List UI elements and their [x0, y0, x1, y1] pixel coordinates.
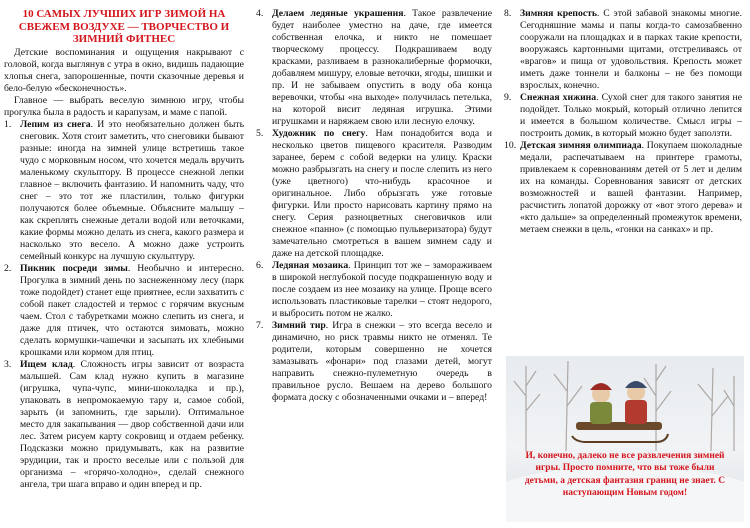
greeting-caption: И, конечно, далеко не все развлечения зимней игры. Просто помните, что вы тоже были детьми, а детская фантазия границ не знает. С наступающим Новым годом!	[524, 451, 726, 498]
item-number: 3.	[4, 358, 12, 370]
item-text: . Необычно и интересно. Прогулка в зимний день по заснеженному лесу (парк тоже подойдет) станет еще приятнее, если захватить с собой пакет сладостей и термос с горячим вкусным чаем. Стол с табуретками можно слепить из снега, и даже для птичек, что остаются зимовать, можно сделать кормушки-чашечки и засыпать их хлебными крошками или кормом для птиц.	[20, 262, 244, 358]
column-1	[4, 8, 244, 524]
list-item	[256, 128, 492, 260]
item-text: . Игра в снежки – это всегда весело и динамично, но риск травмы никто не отменял. Те родители, которым совершенно не хочется замазывать «фонари» под глазами детей, могут направить снежно-пулеметную очередь в правильное русло. Вешаем на дерево большого формата доску с обозначенными очками и – вперед!	[272, 320, 492, 403]
item-number: 8.	[504, 8, 512, 19]
item-title: Снежная хижина	[520, 92, 597, 103]
list-item	[4, 119, 244, 263]
item-title: Зимний тир	[272, 320, 326, 331]
column-3	[504, 8, 742, 352]
item-number: 2.	[4, 262, 12, 274]
item-text: . Покупаем шоколадные медали, распечатываем на принтере грамоты, привлекаем к соревнованиям детей от 5 лет и делим их на команды. Соревнования зависят от детских возможностей и вашей фантазии. Например, расчистить лопатой дорожку от «вот этого дерева» и «кто дальше» за определенный промежуток времени, метаем снежки в цель, «гонки на санках» и пр.	[520, 140, 742, 235]
winter-illustration	[506, 356, 744, 522]
item-number: 4.	[256, 8, 264, 19]
list-item	[256, 8, 492, 128]
item-text: . И это необязательно должен быть снеговик. Хотя стоит заметить, что снеговики бывают разные: иногда на зимней улице встретишь такое чудо с морковным носом, что хочется медаль вручить маленькому скульптору. В процессе снежной лепки главное – включить фантазию. И напомнить чаду, что снег – это тот же пластилин, только фигурки получаются более объемные. Объясните малышу – как скреплять снежные детали водой или веточками, какие формы можно делать из снега, какого размера и насколько это весело. А можно даже устроить семейный конкурс на лучшую скульптуру.	[20, 118, 244, 262]
item-title: Делаем ледяные украшения	[272, 8, 404, 19]
item-number: 9.	[504, 92, 512, 103]
list-item	[504, 92, 742, 140]
item-title: Лепим из снега	[20, 118, 91, 130]
item-number: 5.	[256, 128, 264, 139]
item-number: 6.	[256, 260, 264, 271]
list-item	[4, 263, 244, 359]
item-title: Зимняя крепость	[520, 8, 598, 19]
item-title: Художник по снегу	[272, 128, 366, 139]
list-item	[504, 8, 742, 92]
item-title: Ищем клад	[20, 358, 73, 370]
item-title: Детская зимняя олимпиада	[520, 140, 642, 151]
item-text: . Принцип тот же – замораживаем в широкой неглубокой посуде подкрашенную воду и после создаем из нее мозаику на улице. Проще всего использовать пластиковые тарелки – стоят недорого, и выбросить потом не жалко.	[272, 260, 492, 319]
list-item	[256, 260, 492, 320]
item-text: . Нам понадобится вода и несколько цветов пищевого красителя. Разводим заранее, берем с собой ведерки на улицу. Краски можно разбрызгать на снегу и после слепить из него (уже цветного) что-нибудь красочное и оригинальное. Либо обрызгать уже готовые фигурки. Или просто нарисовать картину прямо на снегу. Серия разноцветных снеговичков или снежное «панно» (с помощью пульверизатора) будут замечательно смотреться в вашем зимнем саду и даже на детской площадке.	[272, 128, 492, 259]
intro-paragraph: Детские воспоминания и ощущения накрывают с головой, когда выглянув с утра в окно, видишь падающие хлопья снега, запорошенные, почти сказочные деревья и бело-белую «бесконечность».	[4, 46, 244, 94]
item-title: Пикник посреди зимы	[20, 262, 128, 274]
list-item	[4, 359, 244, 491]
list-item	[256, 320, 492, 404]
list-item	[504, 140, 742, 236]
item-number: 10.	[504, 140, 517, 151]
item-text: . Сложность игры зависит от возраста малышей. Сам клад нужно купить в магазине (игрушка, чупа-чупс, мини-шоколадка и пр.), упаковать в непромокаемую тару и, самое собой, зарыть (и запомнить, где зарыли). Оптимальное место для закапывания — двор собственной дачи или лес. Затем рисуем карту сокровищ и отдаем ребенку. Подсказки можно придумывать, как на развитие эрудиции, так и просто веселые или с пользой для организма – «горячо-холодно», сделай снежного ангела, три шага вправо и один вперед и пр.	[20, 358, 244, 490]
item-text: . Такое развлечение будет наиболее уместно на даче, где имеется собственная елочка, и никто не помешает творческому процессу. Подкрашиваем воду красками, разливаем в разнокалиберные формочки, добавляем мишуру, еловые веточки, ягоды, шишки и пр. И не забываем опустить в воду оба конца веревочки, чтобы «на выходе» получилась петелька, на которой висит ледяная игрушка. Этими игрушками и наряжаем свою или лесную елочку.	[272, 8, 492, 127]
item-title: Ледяная мозаика	[272, 260, 349, 271]
item-number: 1.	[4, 118, 12, 130]
column-2	[256, 8, 492, 524]
article-title: 10 САМЫХ ЛУЧШИХ ИГР ЗИМОЙ НА СВЕЖЕМ ВОЗДУХЕ — ТВОРЧЕСТВО И ЗИМНИЙ ФИТНЕС	[18, 8, 230, 45]
item-number: 7.	[256, 320, 264, 331]
item-text: . С этой забавой знакомы многие. Сегодняшние мамы и папы когда-то самозабвенно сооружали на площадках и в парках такие крепости, вооружаясь картонными щитами, отстреливаясь от «врагов» и пища от удовольствия. Крепость может иметь даже тоннели и балконы – не без помощи взрослых, конечно.	[520, 8, 742, 91]
intro-paragraph: Главное — выбрать веселую зимнюю игру, чтобы прогулка была в радость и карапузам, и маме с папой.	[4, 94, 244, 118]
item-text: . Сухой снег для такого занятия не подойдет. Только мокрый, который отлично лепится и имеется в большом количестве. Смысл игры – построить домик, в который можно будет заползти.	[520, 92, 742, 139]
